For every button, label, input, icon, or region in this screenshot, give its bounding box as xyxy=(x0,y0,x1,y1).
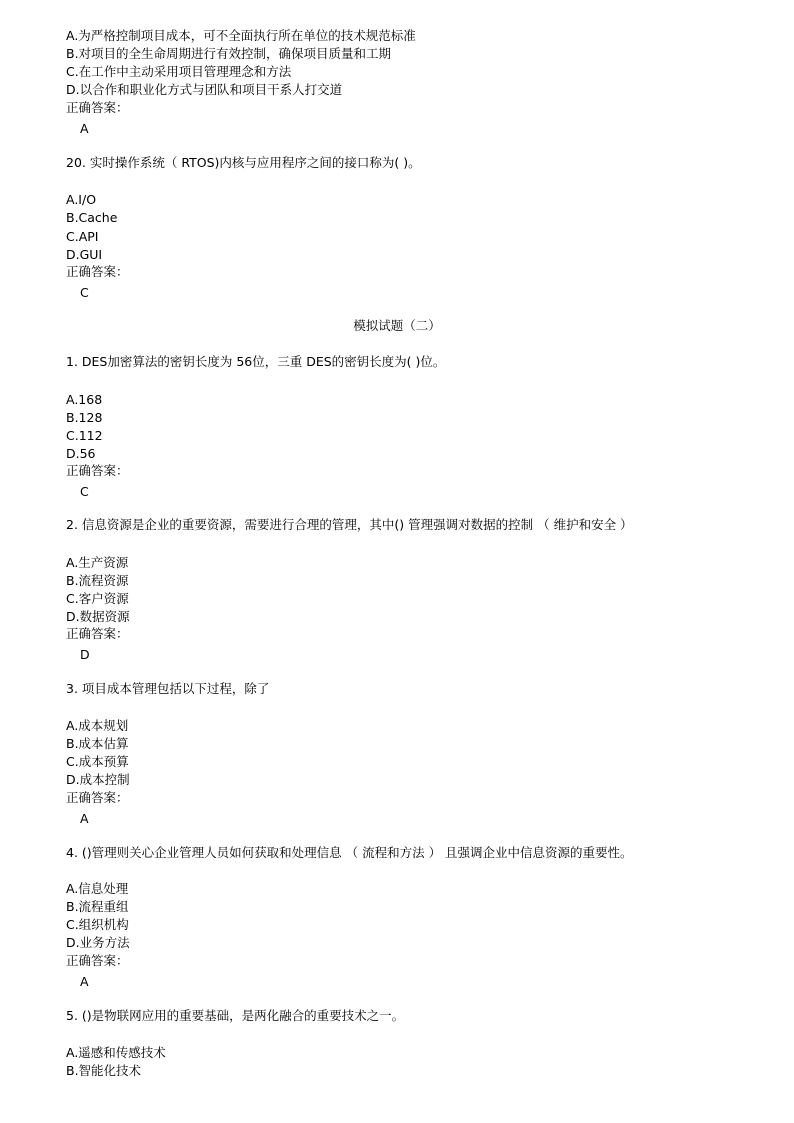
option-d: D.以合作和职业化方式与团队和项目干系人打交道 xyxy=(66,82,343,97)
option-c: C.客户资源 xyxy=(66,591,129,606)
option-d: D.数据资源 xyxy=(66,609,130,624)
option-d: D.业务方法 xyxy=(66,935,130,950)
question-text: 2. 信息资源是企业的重要资源，需要进行合理的管理，其中() 管理强调对数据的控制 （ 维护和安全 ） xyxy=(66,517,633,532)
option-a: A.信息处理 xyxy=(66,881,129,896)
option-a: A.168 xyxy=(66,392,103,407)
option-b: B.128 xyxy=(66,410,103,425)
option-d: D.成本控制 xyxy=(66,772,130,787)
option-c: C.在工作中主动采用项目管理理念和方法 xyxy=(66,64,292,79)
option-d: D.GUI xyxy=(66,247,103,262)
answer-label: 正确答案： xyxy=(66,626,129,641)
section-title: 模拟试题（二） xyxy=(353,318,441,333)
option-b: B.Cache xyxy=(66,210,118,225)
option-a: A.为严格控制项目成本，可不全面执行所在单位的技术规范标准 xyxy=(66,28,416,43)
question-text: 5. ()是物联网应用的重要基础，是两化融合的重要技术之一。 xyxy=(66,1008,405,1023)
option-a: A.成本规划 xyxy=(66,718,129,733)
answer-value: C xyxy=(80,484,89,499)
option-b: B.流程重组 xyxy=(66,899,129,914)
option-a: A.遥感和传感技术 xyxy=(66,1045,166,1060)
answer-value: A xyxy=(80,974,89,989)
option-b: B.对项目的全生命周期进行有效控制，确保项目质量和工期 xyxy=(66,46,392,61)
answer-label: 正确答案： xyxy=(66,264,129,279)
question-text: 20. 实时操作系统（ RTOS)内核与应用程序之间的接口称为( )。 xyxy=(66,155,421,170)
answer-value: A xyxy=(80,811,89,826)
option-d: D.56 xyxy=(66,446,96,461)
option-c: C.API xyxy=(66,229,99,244)
question-text: 3. 项目成本管理包括以下过程，除了 xyxy=(66,681,270,696)
answer-value: D xyxy=(80,647,90,662)
answer-label: 正确答案： xyxy=(66,100,129,115)
option-b: B.流程资源 xyxy=(66,573,129,588)
option-b: B.智能化技术 xyxy=(66,1063,142,1078)
answer-label: 正确答案： xyxy=(66,463,129,478)
answer-label: 正确答案： xyxy=(66,953,129,968)
option-c: C.112 xyxy=(66,428,103,443)
answer-value: A xyxy=(80,121,89,136)
option-c: C.组织机构 xyxy=(66,917,129,932)
question-text: 4. ()管理则关心企业管理人员如何获取和处理信息 （ 流程和方法 ） 且强调企业中信息资源的重要性。 xyxy=(66,845,633,860)
question-text: 1. DES加密算法的密钥长度为 56位，三重 DES的密钥长度为( )位。 xyxy=(66,354,446,369)
answer-label: 正确答案： xyxy=(66,790,129,805)
answer-value: C xyxy=(80,285,89,300)
option-a: A.I/O xyxy=(66,192,97,207)
option-b: B.成本估算 xyxy=(66,736,129,751)
option-a: A.生产资源 xyxy=(66,555,129,570)
option-c: C.成本预算 xyxy=(66,754,129,769)
